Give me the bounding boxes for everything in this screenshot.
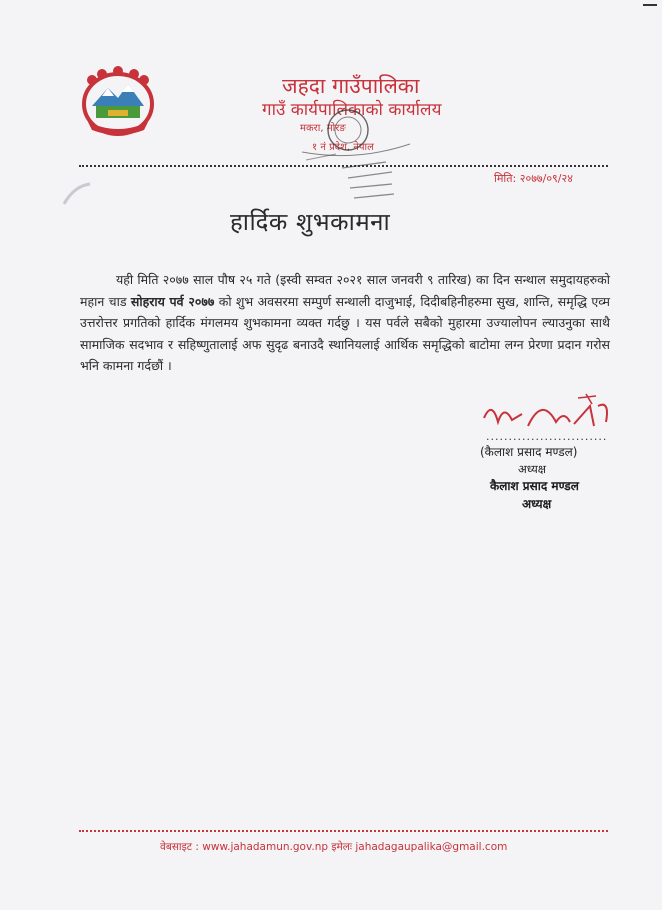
office-name: गाउँ कार्यपालिकाको कार्यालय xyxy=(262,100,442,120)
body-part-1: यही मिति २०७७ साल पौष २५ गते (इस्वी सम्वत २०२१ साल जनवरी ९ तारिख) का दिन सन्थाल समुदायहरुको महान चाड xyxy=(80,272,610,309)
address-line-2: १ नं प्रदेश, नेपाल xyxy=(312,142,374,153)
footer-contact: वेबसाइट : www.jahadamun.gov.np इमेलः jahadagaupalika@gmail.com xyxy=(160,841,508,853)
signatory-name: (कैलाश प्रसाद मण्डल) xyxy=(480,445,578,459)
scan-smudge-icon xyxy=(60,180,100,210)
name-stamp: कैलाश प्रसाद मण्डल xyxy=(490,479,579,493)
nepal-emblem-icon xyxy=(78,66,158,138)
signature-scribble-icon xyxy=(478,392,618,432)
address-line-1: मकरा, मोरङ xyxy=(300,123,346,134)
signatory-role: अध्यक्ष xyxy=(518,462,547,476)
office-stamp-icon xyxy=(296,100,416,208)
municipality-name: जहदा गाउँपालिका xyxy=(282,74,420,98)
letter-date: मिति: २०७७/०९/२४ xyxy=(494,172,573,185)
scan-edge-mark-icon xyxy=(643,4,657,8)
signature-line: ........................... xyxy=(486,430,608,443)
header-divider xyxy=(79,165,608,167)
letter-title: हार्दिक शुभकामना xyxy=(230,208,391,236)
body-part-2: को शुभ अवसरमा सम्पुर्ण सन्थाली दाजुभाई, दिदीबहिनीहरुमा सुख, शान्ति, समृद्धि एव्म उत्तरोत्तर प्रगतिको हार्दिक मंगलमय शुभकामना व्यक्त गर्दछु । यस पर्वले सबैको मुहारमा उज्यालोपन ल्याउनुका साथै सामाजिक सदभाव र सहिष्णुतालाई अफ सुदृढ बनाउदै स्थानियलाई आर्थिक समृद्धिको बाटोमा लग्न प्रेरणा प्रदान गरोस भनि कामना गर्दछौं । xyxy=(80,293,610,373)
role-stamp: अध्यक्ष xyxy=(522,497,552,511)
festival-name: सोहराय पर्व २०७७ xyxy=(130,293,215,309)
footer-divider xyxy=(79,830,608,832)
letter-body xyxy=(80,269,610,377)
